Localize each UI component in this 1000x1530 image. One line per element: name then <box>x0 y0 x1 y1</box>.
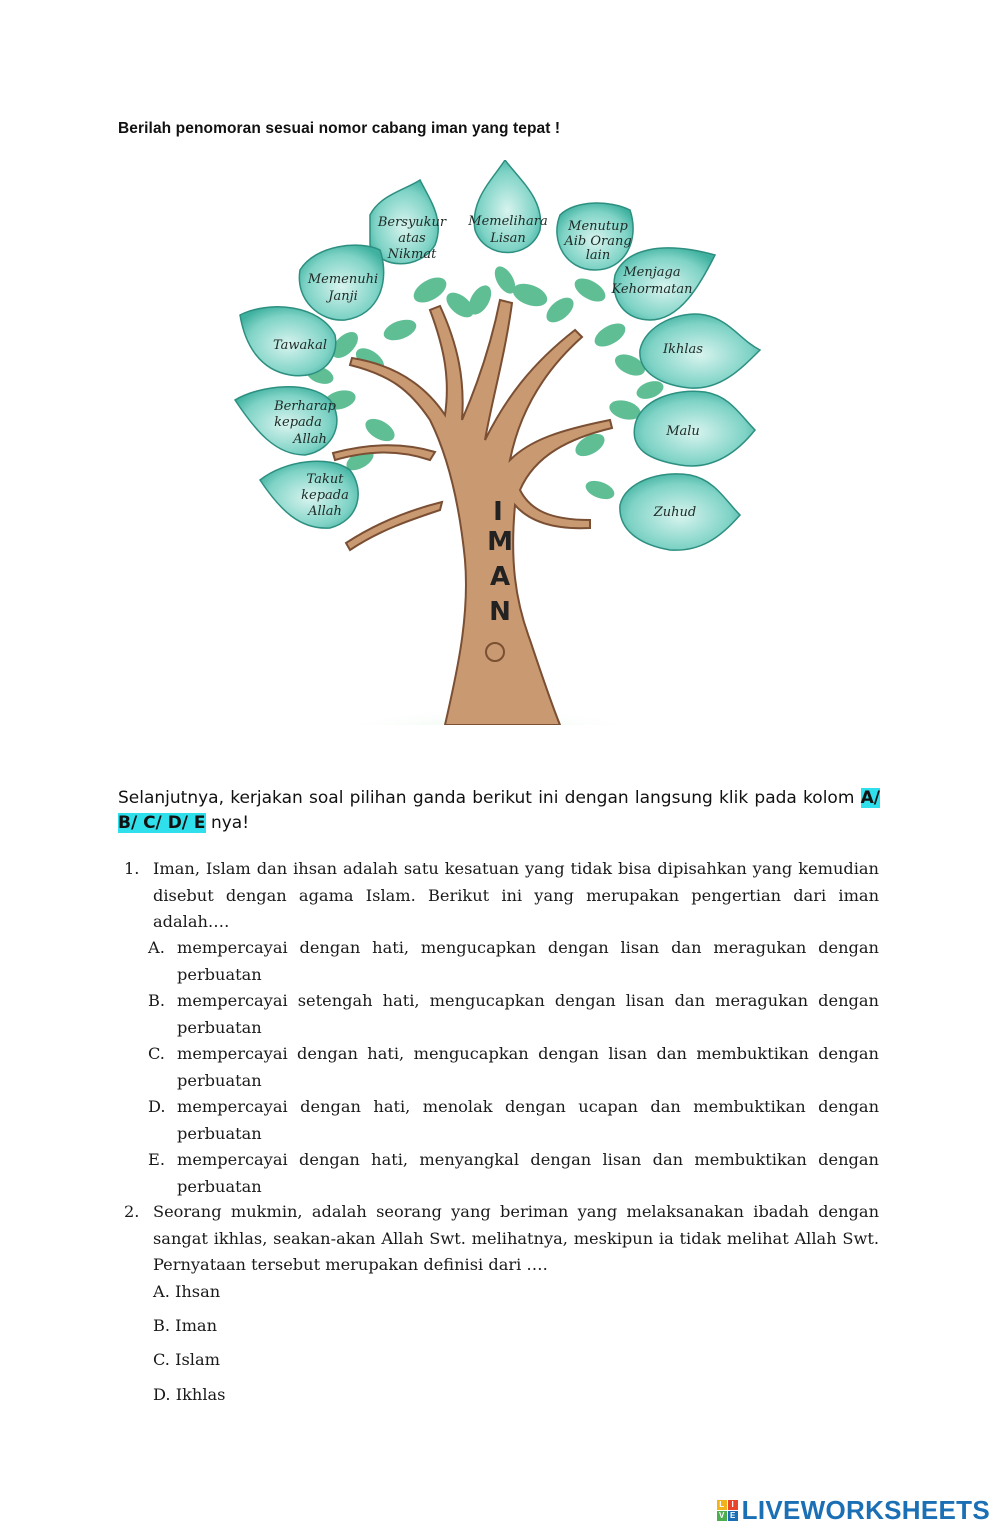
leaf-label: lain <box>585 248 611 263</box>
option-text[interactable]: mempercayai dengan hati, menolak dengan ucapan dan membuktikan dengan perbuatan <box>177 1097 879 1143</box>
leaf-label: Takut <box>306 472 344 487</box>
option-ikhlas[interactable]: D. Ikhlas <box>153 1385 226 1404</box>
option-text[interactable]: mempercayai dengan hati, mengucapkan dengan lisan dan meragukan dengan perbuatan <box>177 938 879 984</box>
instruction-heading: Berilah penomoran sesuai nomor cabang iman yang tepat ! <box>118 120 561 137</box>
leaf-label: Janji <box>328 289 358 304</box>
liveworksheets-logo <box>717 1495 990 1526</box>
option-islam[interactable]: C. Islam <box>153 1350 220 1369</box>
leaf-label: Menjaga <box>623 265 681 280</box>
question-text: Iman, Islam dan ihsan adalah satu kesatuan yang tidak bisa dipisahkan yang kemudian disebut dengan agama Islam. Berikut ini yang merupakan pengertian dari iman adalah…. <box>153 859 879 931</box>
leaf-label: Menutup <box>568 219 628 234</box>
leaf-label: Malu <box>666 424 700 439</box>
intro-text-end: nya! <box>205 813 250 833</box>
trunk-letter: N <box>489 597 511 627</box>
logo-tile: I <box>728 1500 738 1510</box>
option-text[interactable]: mempercayai dengan hati, mengucapkan dengan lisan dan membuktikan dengan perbuatan <box>177 1044 879 1090</box>
option-letter[interactable]: A. <box>148 938 165 957</box>
leaf-label: kepada <box>274 415 322 430</box>
leaf-label: Memelihara <box>468 214 548 229</box>
tree-trunk <box>333 300 612 725</box>
option-text[interactable]: mempercayai dengan hati, menyangkal dengan lisan dan membuktikan dengan perbuatan <box>177 1150 879 1196</box>
trunk-letter: M <box>487 527 513 557</box>
logo-tile: V <box>717 1511 727 1521</box>
option-letter[interactable]: D. <box>148 1097 166 1116</box>
trunk-letter: A <box>489 562 511 592</box>
liveworksheets-logo-icon <box>717 1500 738 1521</box>
question-number: 1. <box>124 859 140 878</box>
option-letter[interactable]: B. <box>148 991 166 1010</box>
leaf-label: Zuhud <box>653 505 697 520</box>
option-letter[interactable]: E. <box>148 1150 165 1169</box>
iman-tree-illustration <box>230 160 770 725</box>
option-letter[interactable]: C. <box>148 1044 165 1063</box>
leaf-label: Aib Orang <box>564 234 632 249</box>
leaf-label: Ikhlas <box>663 342 703 357</box>
option-text[interactable]: mempercayai setengah hati, mengucapkan dengan lisan dan meragukan dengan perbuatan <box>177 991 879 1037</box>
logo-tile: L <box>717 1500 727 1510</box>
leaf-label: Nikmat <box>387 247 437 262</box>
leaf-label: Tawakal <box>272 338 328 353</box>
leaf-label: Allah <box>308 504 342 519</box>
option-ihsan[interactable]: A. Ihsan <box>153 1282 221 1301</box>
leaf-label: atas <box>398 231 426 246</box>
leaf-label: Lisan <box>490 231 526 246</box>
option-iman[interactable]: B. Iman <box>153 1316 218 1335</box>
leaf-label: Berharap <box>274 399 336 414</box>
leaf-label: Allah <box>293 432 327 447</box>
trunk-letter: I <box>493 497 503 527</box>
answer-options-highlight: A/ B/ C/ D/ E <box>118 788 880 833</box>
leaf-label: Memenuhi <box>307 272 379 287</box>
instruction-paragraph <box>118 786 880 836</box>
logo-tile: E <box>728 1511 738 1521</box>
leaf-label: Kehormatan <box>611 282 693 297</box>
question-text: Seorang mukmin, adalah seorang yang beriman yang melaksanakan ibadah dengan sangat ikhlas, seakan-akan Allah Swt. melihatnya, meskipun ia tidak melihat Allah Swt. Pernyataan tersebut merupakan definisi dari …. <box>153 1202 879 1274</box>
leaf-label: kepada <box>301 488 349 503</box>
brand-name: LIVEWORKSHEETS <box>741 1495 990 1525</box>
intro-text: Selanjutnya, kerjakan soal pilihan ganda berikut ini dengan langsung klik pada kolom <box>118 788 861 808</box>
question-number: 2. <box>124 1202 140 1221</box>
leaf-label: Bersyukur <box>377 215 447 230</box>
